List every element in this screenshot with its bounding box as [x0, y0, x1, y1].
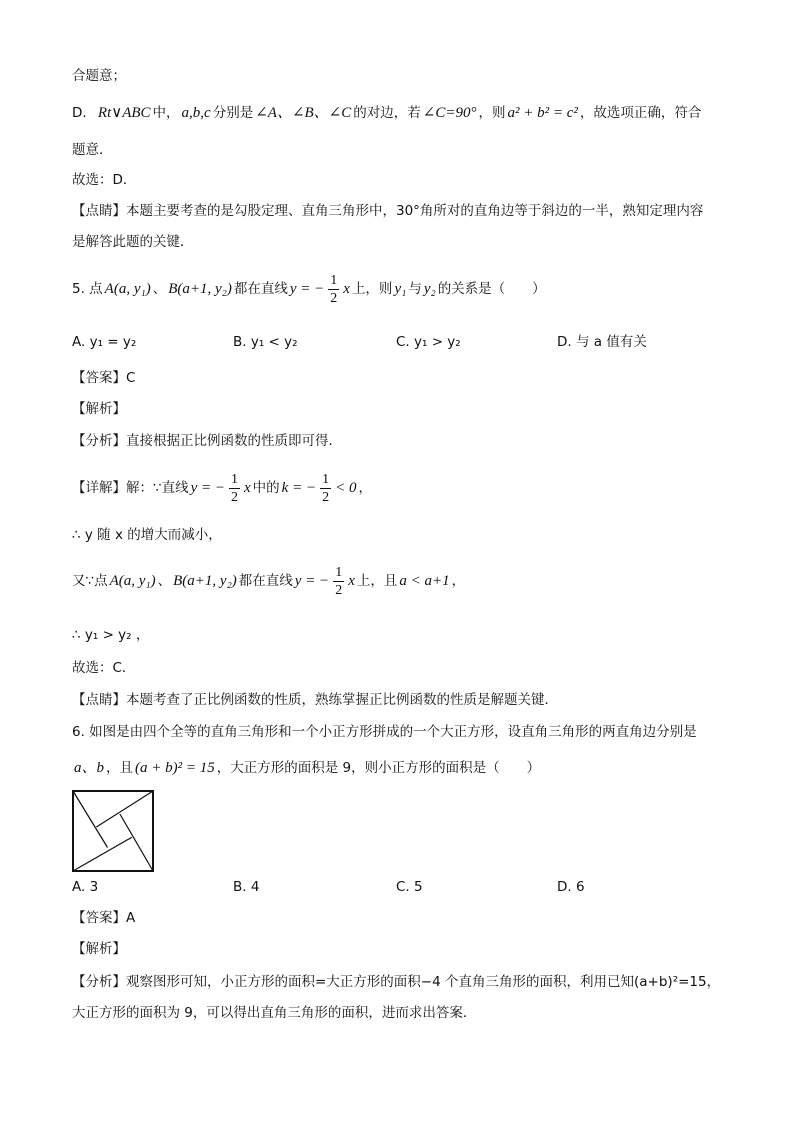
math: x [244, 480, 251, 496]
text: 都在直线 [238, 573, 293, 589]
fraction [320, 471, 331, 506]
text: 上，则 [351, 281, 393, 297]
option-a: A. y₁ = y₂ [72, 334, 137, 350]
math: y₁ [394, 281, 407, 297]
detail-line [72, 560, 465, 602]
text-line: 【分析】观察图形可知，小正方形的面积=大正方形的面积−4 个直角三角形的面积，利用已知(a+b)²=15， [72, 974, 721, 990]
math: a、b [74, 760, 105, 776]
text: ， [358, 480, 372, 496]
numerator: 1 [231, 471, 238, 487]
text: 的对边，若 [353, 105, 421, 121]
fraction [333, 564, 344, 599]
text: ，则 [478, 105, 506, 121]
text: 的关系是（ ） [437, 281, 546, 297]
math: B(a+1, y₂) [173, 573, 237, 589]
option-c: C. y₁ > y₂ [396, 334, 461, 350]
math: y₂ [423, 281, 436, 297]
numerator: 1 [335, 564, 343, 580]
text: D． [72, 105, 96, 121]
option-d-explanation [72, 103, 701, 123]
text: 又∵点 [72, 573, 108, 589]
math: k = − [281, 480, 317, 496]
denominator: 2 [335, 582, 343, 598]
question-6: 6. 如图是由四个全等的直角三角形和一个小正方形拼成的一个大正方形，设直角三角形的两直角边分别是 [72, 724, 697, 740]
math: ∠C=90° [422, 105, 477, 121]
option-c: C. 5 [396, 879, 423, 895]
numerator: 1 [330, 272, 338, 288]
text-line: ∴ y 随 x 的增大而减小， [72, 527, 222, 543]
text: ，故选项正确，符合 [579, 105, 702, 121]
math: y = − [190, 480, 225, 496]
math: x [343, 281, 350, 297]
text: 上，且 [356, 573, 398, 589]
math: B(a+1, y₂) [168, 281, 232, 297]
question-6-line-2 [72, 758, 540, 778]
fraction [328, 272, 339, 307]
analysis-label: 【解析】 [72, 941, 126, 957]
text: ，大正方形的面积是 9，则小正方形的面积是（ ） [216, 760, 541, 776]
detail-line [72, 467, 372, 509]
math: y = − [289, 281, 325, 297]
text-line: 【分析】直接根据正比例函数的性质即可得． [72, 433, 342, 449]
math: x [348, 573, 355, 589]
text-line: 【点睛】本题主要考查的是勾股定理、直角三角形中，30°角所对的直角边等于斜边的一半，熟知定理内容 [72, 203, 704, 219]
text-line: 故选：D． [72, 172, 137, 188]
math: a² + b² = c² [507, 105, 578, 121]
fraction [229, 471, 240, 506]
denominator: 2 [330, 290, 338, 306]
text: 中的 [252, 480, 280, 496]
text-line: 题意． [72, 142, 113, 158]
math: (a + b)² = 15 [135, 760, 215, 776]
triangle-edge [120, 814, 153, 871]
text: ，且 [106, 760, 134, 776]
answer-label: 【答案】C [72, 370, 136, 386]
math: < 0 [335, 480, 357, 496]
square-figure [72, 790, 154, 872]
text-line: 故选：C． [72, 660, 136, 676]
denominator: 2 [322, 489, 330, 505]
analysis-label: 【解析】 [72, 401, 126, 417]
option-b: B. 4 [233, 879, 260, 895]
math: ∠A、∠B、∠C [255, 105, 352, 121]
triangle-edge [73, 837, 132, 871]
question-5 [72, 268, 546, 310]
text: 中， [152, 105, 180, 121]
option-a: A. 3 [72, 879, 99, 895]
text-line: 【点睛】本题考查了正比例函数的性质，熟练掌握正比例函数的性质是解题关键． [72, 692, 558, 708]
text-line: 是解答此题的关键． [72, 234, 194, 250]
text: 、 [152, 281, 167, 297]
text: 【详解】解：∵直线 [72, 480, 189, 496]
option-d: D. 6 [557, 879, 585, 895]
denominator: 2 [231, 489, 238, 505]
text: 分别是 [212, 105, 254, 121]
text: 与 [408, 281, 422, 297]
text: 都在直线 [233, 281, 288, 297]
option-d: D. 与 a 值有关 [557, 334, 647, 350]
text: ， [451, 573, 466, 589]
text: 5. 点 [72, 281, 103, 297]
text: 、 [157, 573, 172, 589]
outer-square [73, 791, 153, 871]
text-line: 合题意； [72, 68, 126, 84]
option-b: B. y₁ < y₂ [233, 334, 298, 350]
text-line: ∴ y₁ > y₂ ， [72, 627, 150, 643]
text-line: 大正方形的面积为 9，可以得出直角三角形的面积，进而求出答案． [72, 1005, 477, 1021]
numerator: 1 [322, 471, 330, 487]
triangle-edge [73, 791, 108, 848]
answer-label: 【答案】A [72, 910, 136, 926]
math: A(a, y₁) [109, 573, 156, 589]
math: Rt∨ABC [97, 105, 151, 121]
math: y = − [294, 573, 330, 589]
math: A(a, y₁) [104, 281, 151, 297]
math: a < a+1 [399, 573, 450, 589]
math: a,b,c [181, 105, 211, 121]
